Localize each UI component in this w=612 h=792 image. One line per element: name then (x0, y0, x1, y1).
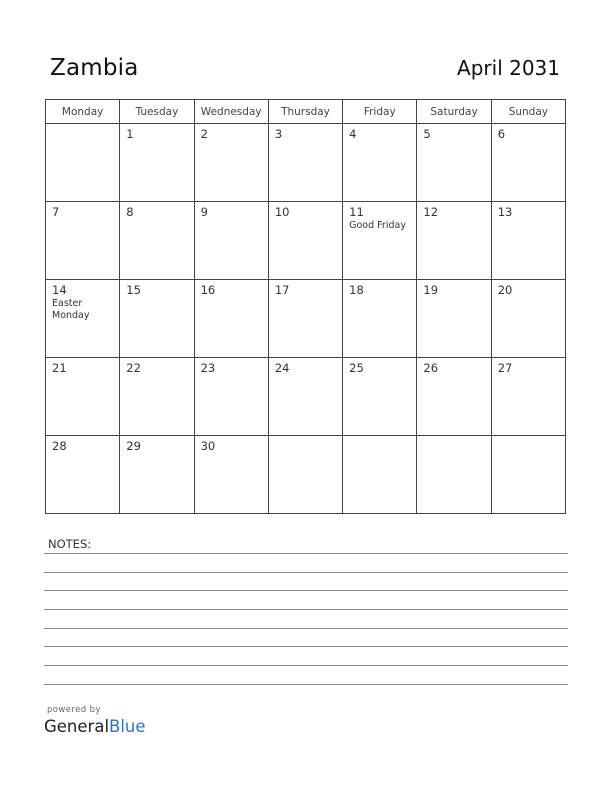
holiday-label (269, 375, 342, 376)
notes-line (44, 590, 568, 591)
brand-general: General (44, 717, 110, 736)
day-cell (417, 280, 491, 358)
holiday-label (492, 297, 565, 298)
holiday-label (492, 375, 565, 376)
day-number: 13 (497, 205, 513, 219)
month-title: April 2031 (457, 56, 560, 80)
day-cell (46, 358, 120, 436)
notes-label: NOTES: (48, 537, 92, 551)
holiday-label (46, 127, 119, 128)
day-number: 28 (52, 439, 67, 453)
day-cell (46, 124, 120, 202)
day-number: 4 (349, 127, 357, 141)
holiday-label (492, 439, 565, 440)
day-cell (194, 124, 268, 202)
week-row (46, 202, 566, 280)
holiday-label (195, 141, 268, 142)
holiday-label (46, 375, 119, 376)
day-number: 19 (423, 283, 439, 297)
day-cell (120, 280, 194, 358)
day-cell (194, 358, 268, 436)
holiday-label (269, 141, 342, 142)
day-cell (194, 202, 268, 280)
holiday-label (195, 375, 268, 376)
day-number: 25 (349, 361, 364, 375)
weekday-header: Saturday (417, 100, 491, 124)
holiday-label (417, 141, 490, 142)
holiday-label (269, 297, 342, 298)
day-number: 3 (274, 127, 283, 141)
holiday-label (195, 453, 268, 454)
holiday-label (120, 453, 193, 454)
day-cell (268, 280, 342, 358)
holiday-label (269, 219, 342, 220)
day-number: 18 (349, 283, 364, 297)
holiday-label (120, 219, 193, 220)
holiday-label (343, 297, 416, 298)
holiday-label (417, 219, 490, 220)
holiday-label (269, 439, 342, 440)
holiday-label (343, 141, 416, 142)
week-row (46, 358, 566, 436)
day-cell (120, 124, 194, 202)
weekday-header: Tuesday (120, 100, 194, 124)
day-cell (417, 124, 491, 202)
day-cell (343, 202, 417, 280)
holiday-label (417, 297, 490, 298)
brand-blue: Blue (109, 717, 146, 736)
day-number: 15 (126, 283, 141, 297)
day-number: 7 (52, 205, 60, 219)
notes-line (44, 609, 568, 610)
day-cell (268, 124, 342, 202)
day-cell (194, 280, 268, 358)
day-cell (343, 280, 417, 358)
day-cell (417, 202, 491, 280)
week-row (46, 280, 566, 358)
day-number: 10 (274, 205, 290, 219)
day-cell (343, 358, 417, 436)
weekday-header: Friday (343, 100, 417, 124)
day-number: 20 (497, 283, 513, 297)
day-cell (120, 436, 194, 514)
holiday-label (492, 219, 565, 220)
generalblue-logo[interactable] (44, 717, 146, 736)
day-cell (491, 124, 565, 202)
day-cell (268, 358, 342, 436)
day-number: 17 (274, 283, 290, 297)
day-number: 14 (52, 283, 67, 297)
weekday-header-row (46, 100, 566, 124)
day-cell (417, 358, 491, 436)
day-number: 1 (126, 127, 134, 141)
day-cell (120, 358, 194, 436)
day-number: 2 (200, 127, 208, 141)
holiday-label: Easter Monday (52, 298, 90, 321)
holiday-label (120, 141, 193, 142)
day-cell (491, 436, 565, 514)
holiday-label (195, 297, 268, 298)
holiday-label (195, 219, 268, 220)
holiday-label (120, 375, 193, 376)
day-number: 6 (497, 127, 506, 141)
weekday-header: Thursday (268, 100, 342, 124)
notes-line (44, 684, 568, 685)
day-cell (268, 436, 342, 514)
holiday-label (492, 141, 565, 142)
day-cell (343, 124, 417, 202)
holiday-label: Good Friday (349, 220, 406, 231)
calendar-grid (45, 99, 566, 514)
powered-by-text: powered by (47, 705, 101, 715)
weekday-header: Sunday (491, 100, 565, 124)
holiday-label (343, 375, 416, 376)
notes-line (44, 628, 568, 629)
day-cell (46, 202, 120, 280)
notes-line (44, 553, 568, 554)
day-number: 16 (200, 283, 216, 297)
day-cell (491, 358, 565, 436)
day-number: 27 (497, 361, 513, 375)
notes-line (44, 572, 568, 573)
day-cell (491, 280, 565, 358)
day-cell (268, 202, 342, 280)
day-number: 8 (126, 205, 134, 219)
day-cell (120, 202, 194, 280)
notes-line (44, 665, 568, 666)
day-number: 21 (52, 361, 67, 375)
day-number: 23 (200, 361, 216, 375)
holiday-label (46, 219, 119, 220)
weekday-header: Monday (46, 100, 120, 124)
day-number: 11 (349, 205, 364, 219)
day-number: 9 (200, 205, 208, 219)
day-number: 22 (126, 361, 141, 375)
day-number: 29 (126, 439, 141, 453)
day-number: 5 (423, 127, 431, 141)
day-cell (194, 436, 268, 514)
day-number: 12 (423, 205, 439, 219)
notes-line (44, 646, 568, 647)
country-title: Zambia (50, 55, 139, 81)
holiday-label (417, 375, 490, 376)
day-number: 24 (274, 361, 290, 375)
week-row (46, 124, 566, 202)
weekday-header: Wednesday (194, 100, 268, 124)
holiday-label (417, 439, 490, 440)
day-cell (491, 202, 565, 280)
holiday-label (46, 453, 119, 454)
day-cell (46, 280, 120, 358)
week-row (46, 436, 566, 514)
day-cell (417, 436, 491, 514)
day-number: 26 (423, 361, 439, 375)
day-number: 30 (200, 439, 216, 453)
day-cell (343, 436, 417, 514)
holiday-label (120, 297, 193, 298)
day-cell (46, 436, 120, 514)
holiday-label (343, 439, 416, 440)
